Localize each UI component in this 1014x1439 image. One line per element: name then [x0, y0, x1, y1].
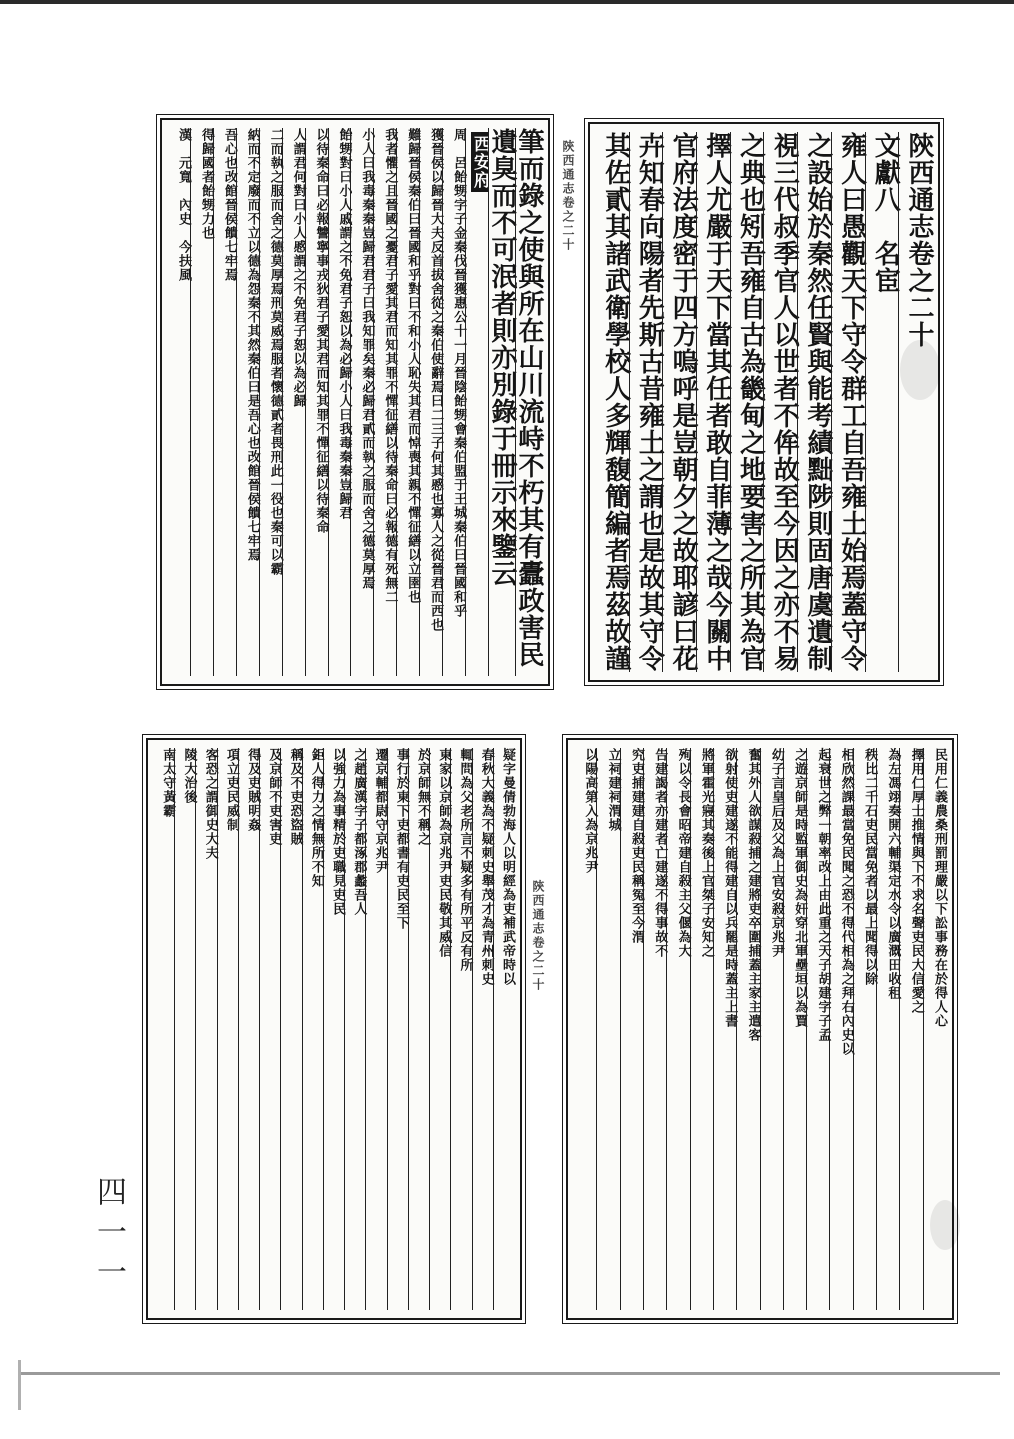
- column-text: 客恐之謂御史大夫: [202, 748, 218, 860]
- text-column-11: [282, 128, 305, 676]
- text-column-4: [429, 748, 450, 1310]
- text-column-7: [373, 128, 396, 676]
- column-text: 於京師無不稱之: [415, 748, 431, 846]
- column-text: 以待秦命曰必報讐寧事戎狄君子愛其君而知其罪不憚征繕以待秦命: [313, 128, 329, 534]
- text-column-3: [876, 748, 899, 1310]
- text-column-6: [387, 748, 408, 1310]
- spine-label-top: 陝西通志卷之二十: [561, 140, 575, 252]
- text-column-7: [696, 132, 730, 672]
- column-text: 卉知春向陽者先斯古昔雍土之謂也是故其守令: [634, 132, 665, 672]
- text-column-7: [783, 748, 806, 1310]
- panel-bottom-right-columns: [568, 740, 952, 1318]
- text-column-14: [217, 748, 238, 1310]
- ink-smudge: [930, 1200, 960, 1250]
- text-column-15: [190, 128, 213, 676]
- panel-top-right-columns: [590, 124, 938, 680]
- column-text: 鉅人得力之情無所不知: [308, 748, 324, 888]
- spine-label-bottom: 陝西通志卷之二十: [531, 880, 545, 992]
- column-text: 視三代叔季官人以世者不侔故至今因之亦不易: [769, 132, 800, 672]
- column-text: 難歸晉侯秦伯曰晉國和乎對曰不和小人恥失其君而悼喪其親不憚征繕以立圉也: [405, 128, 421, 604]
- column-text: 得及吏賊明姦: [245, 748, 261, 832]
- text-column-8: [350, 128, 373, 676]
- text-column-12: [666, 748, 689, 1310]
- column-text: 之遊京師是時監軍御史為奸穿北軍壘垣以為賈: [792, 748, 808, 1028]
- column-text: 筆而錄之使與所在山川流峙不朽其有蠹政害民: [514, 128, 544, 668]
- text-column-16: [168, 128, 190, 676]
- column-text: 及京師不吏害吏: [266, 748, 282, 846]
- column-text: 之趙廣漢字子都涿郡蠡吾人: [351, 748, 367, 916]
- ink-smudge: [900, 340, 940, 400]
- text-column-14: [213, 128, 236, 676]
- scan-top-edge: [0, 0, 1014, 4]
- text-column-13: [643, 748, 666, 1310]
- text-column-15: [596, 748, 619, 1310]
- column-text: 擇人尤嚴于天下當其任者敢自菲薄之哉今關中: [701, 132, 732, 672]
- column-text: 官府法度密于四方嗚呼是豈朝夕之故耶諺曰花: [668, 132, 699, 672]
- text-column-10: [302, 748, 323, 1310]
- column-text: 稱及不吏恐盜賊: [287, 748, 303, 846]
- column-text: 為左馮翊奏開六輔渠定水令以廣溉田收租: [885, 748, 901, 1000]
- text-column-4: [442, 128, 465, 676]
- text-column-9: [328, 128, 351, 676]
- text-column-16: [574, 748, 596, 1310]
- column-text: 我者懼之且晉國之憂君子愛其君而知其罪不憚征繕以待秦命曰必報德有死無二: [382, 128, 398, 604]
- column-text: 文獻八 名宦: [870, 132, 901, 294]
- column-text: 之設始於秦然任賢與能考績黜陟則固唐虞遺制: [802, 132, 833, 672]
- column-text: 西安府: [471, 132, 488, 192]
- scan-left-edge: [18, 1360, 21, 1410]
- section-title: [865, 132, 899, 672]
- panel-bottom-left-columns: [148, 740, 520, 1318]
- column-text: 事行於東下吏都書有吏民至下: [393, 748, 409, 930]
- column-text: 以陽高第入為京兆尹: [582, 748, 598, 874]
- text-column-6: [396, 128, 419, 676]
- column-text: 其佐貳其諸武衛學校人多輝馥簡編者焉茲故謹: [600, 132, 631, 672]
- column-text: 奮其外人欲謀殺捕之建將吏卒圍捕蓋主家主遣客: [745, 748, 761, 1042]
- column-text: 將軍霍光寢其奏後上官桀子安知之: [698, 748, 714, 958]
- column-text: 漢 元寬 內史 今扶風: [176, 128, 192, 282]
- text-column-2: [899, 748, 922, 1310]
- text-column-11: [280, 748, 301, 1310]
- column-text: 小人曰我毒秦秦豈歸君君子曰我知罪矣秦必歸君貳而執之服而舍之德莫厚焉: [359, 128, 375, 590]
- column-text: 遷京輔都尉守京兆尹: [372, 748, 388, 874]
- column-text: 起衰世之弊一朝率改上由此重之天子胡建字子孟: [815, 748, 831, 1042]
- column-text: 得歸國者飴甥力也: [198, 128, 214, 240]
- text-column-6: [730, 132, 764, 672]
- column-text: 之典也矧吾雍自古為畿甸之地要害之所其為官: [735, 132, 766, 672]
- text-column-10: [713, 748, 736, 1310]
- text-column-11: [690, 748, 713, 1310]
- column-text: 輒問為父老所言不疑多有所平反有所: [457, 748, 473, 972]
- text-column-15: [195, 748, 216, 1310]
- text-column-1: [515, 128, 542, 676]
- column-text: 飴甥對曰小人戚謂之不免君子恕以為必歸小人曰我毒秦秦豈歸君: [336, 128, 352, 520]
- panel-top-right: [588, 122, 940, 682]
- column-text: 人謂君何對曰小人慼謂之不免君子恕以為必歸: [290, 128, 306, 408]
- column-text: 幼子言皇后及父為上官安殺京兆尹: [768, 748, 784, 958]
- text-column-9: [629, 132, 663, 672]
- panel-bottom-left: [146, 738, 522, 1320]
- column-text: 陝西通志卷之二十: [904, 132, 934, 348]
- column-text: 欲射使吏建遂不能得建自以兵罷是時蓋主上書: [722, 748, 738, 1028]
- text-column-7: [365, 748, 386, 1310]
- text-column-9: [323, 748, 344, 1310]
- column-text: 究吏捕建建自殺吏民稱冤至今渭: [628, 748, 644, 944]
- column-text: 告建謁者亦建者亡建遂不得事故不: [652, 748, 668, 958]
- text-column-9: [736, 748, 759, 1310]
- column-text: 陵大治後: [181, 748, 197, 804]
- text-column-6: [806, 748, 829, 1310]
- text-column-4: [797, 132, 831, 672]
- text-column-5: [408, 748, 429, 1310]
- column-text: 雍人曰愚觀天下守令群工自吾雍土始焉蓋守令: [836, 132, 867, 672]
- text-column-5: [763, 132, 800, 672]
- scan-bottom-edge: [20, 1372, 1000, 1375]
- text-column-12: [259, 128, 282, 676]
- column-text: 二而執之服而舍之德莫厚焉刑莫威焉服者懷德貳者畏刑此一役也秦可以霸: [267, 128, 283, 576]
- column-text: 獲晉侯以歸晉大夫反首拔舍從之秦伯使辭焉曰二三子何其慼也寡人之從晉君而西也: [428, 128, 444, 632]
- column-text: 春秋大義為不疑刺史舉茂才為青州刺史: [478, 748, 494, 986]
- text-column-8: [344, 748, 365, 1310]
- text-column-13: [238, 748, 259, 1310]
- column-text: 疑字曼倩勃海人以明經為吏補武帝時以: [500, 748, 515, 986]
- volume-title: [898, 132, 932, 672]
- column-text: 以強力為事精於吏職見吏民: [330, 748, 346, 916]
- text-column-2: [488, 128, 515, 676]
- prefecture-heading: [465, 128, 488, 676]
- column-text: 遺臭而不可泯者則亦別錄于冊示來鑒云: [487, 128, 517, 587]
- text-column-4: [853, 748, 876, 1310]
- text-column-12: [259, 748, 280, 1310]
- column-text: 南太守黃霸: [160, 748, 176, 818]
- panel-top-left: [160, 118, 550, 686]
- column-text: 納而不定廢而不立以德為怨秦不其然秦伯曰是吾心也改館晉侯饋七牢焉: [244, 128, 260, 562]
- text-column-3: [831, 132, 865, 672]
- text-column-2: [472, 748, 493, 1310]
- column-text: 吾心也改館晉侯饋七牢焉: [221, 128, 237, 282]
- text-column-8: [662, 132, 699, 672]
- column-text: 相欣然課最當免民聞之恐不得代相為之拜右內史以: [838, 748, 854, 1056]
- text-column-14: [620, 748, 643, 1310]
- column-text: 秩比二千石吏民當免者以最上聞得以除: [862, 748, 878, 986]
- column-text: 東家以京師為京兆尹吏民敬其威信: [436, 748, 452, 958]
- text-column-1: [493, 748, 514, 1310]
- column-text: 殉以令長會昭帝建自殺主父偃為大: [675, 748, 691, 958]
- column-text: 擇用仁厚士推情與下不求名聲吏民大信愛之: [908, 748, 924, 1014]
- text-column-17: [154, 748, 174, 1310]
- text-column-10: [596, 132, 629, 672]
- panel-bottom-right: [566, 738, 954, 1320]
- text-column-5: [419, 128, 442, 676]
- page-number: 四一一: [91, 1176, 126, 1296]
- text-column-10: [305, 128, 328, 676]
- panel-top-left-columns: [162, 120, 548, 684]
- column-text: 立祠建祠渭城: [605, 748, 621, 832]
- text-column-5: [829, 748, 852, 1310]
- column-text: 項立吏民威制: [223, 748, 239, 832]
- column-text: 民用仁義農桑刑罰理嚴以下訟事務在於得人心: [932, 748, 947, 1028]
- text-column-8: [760, 748, 783, 1310]
- text-column-3: [450, 748, 471, 1310]
- text-column-13: [236, 128, 259, 676]
- text-column-16: [174, 748, 195, 1310]
- column-text: 周 呂飴甥字子金秦伐晉獲惠公十一月晉陰飴甥會秦伯盟于王城秦伯曰晉國和乎: [451, 128, 467, 618]
